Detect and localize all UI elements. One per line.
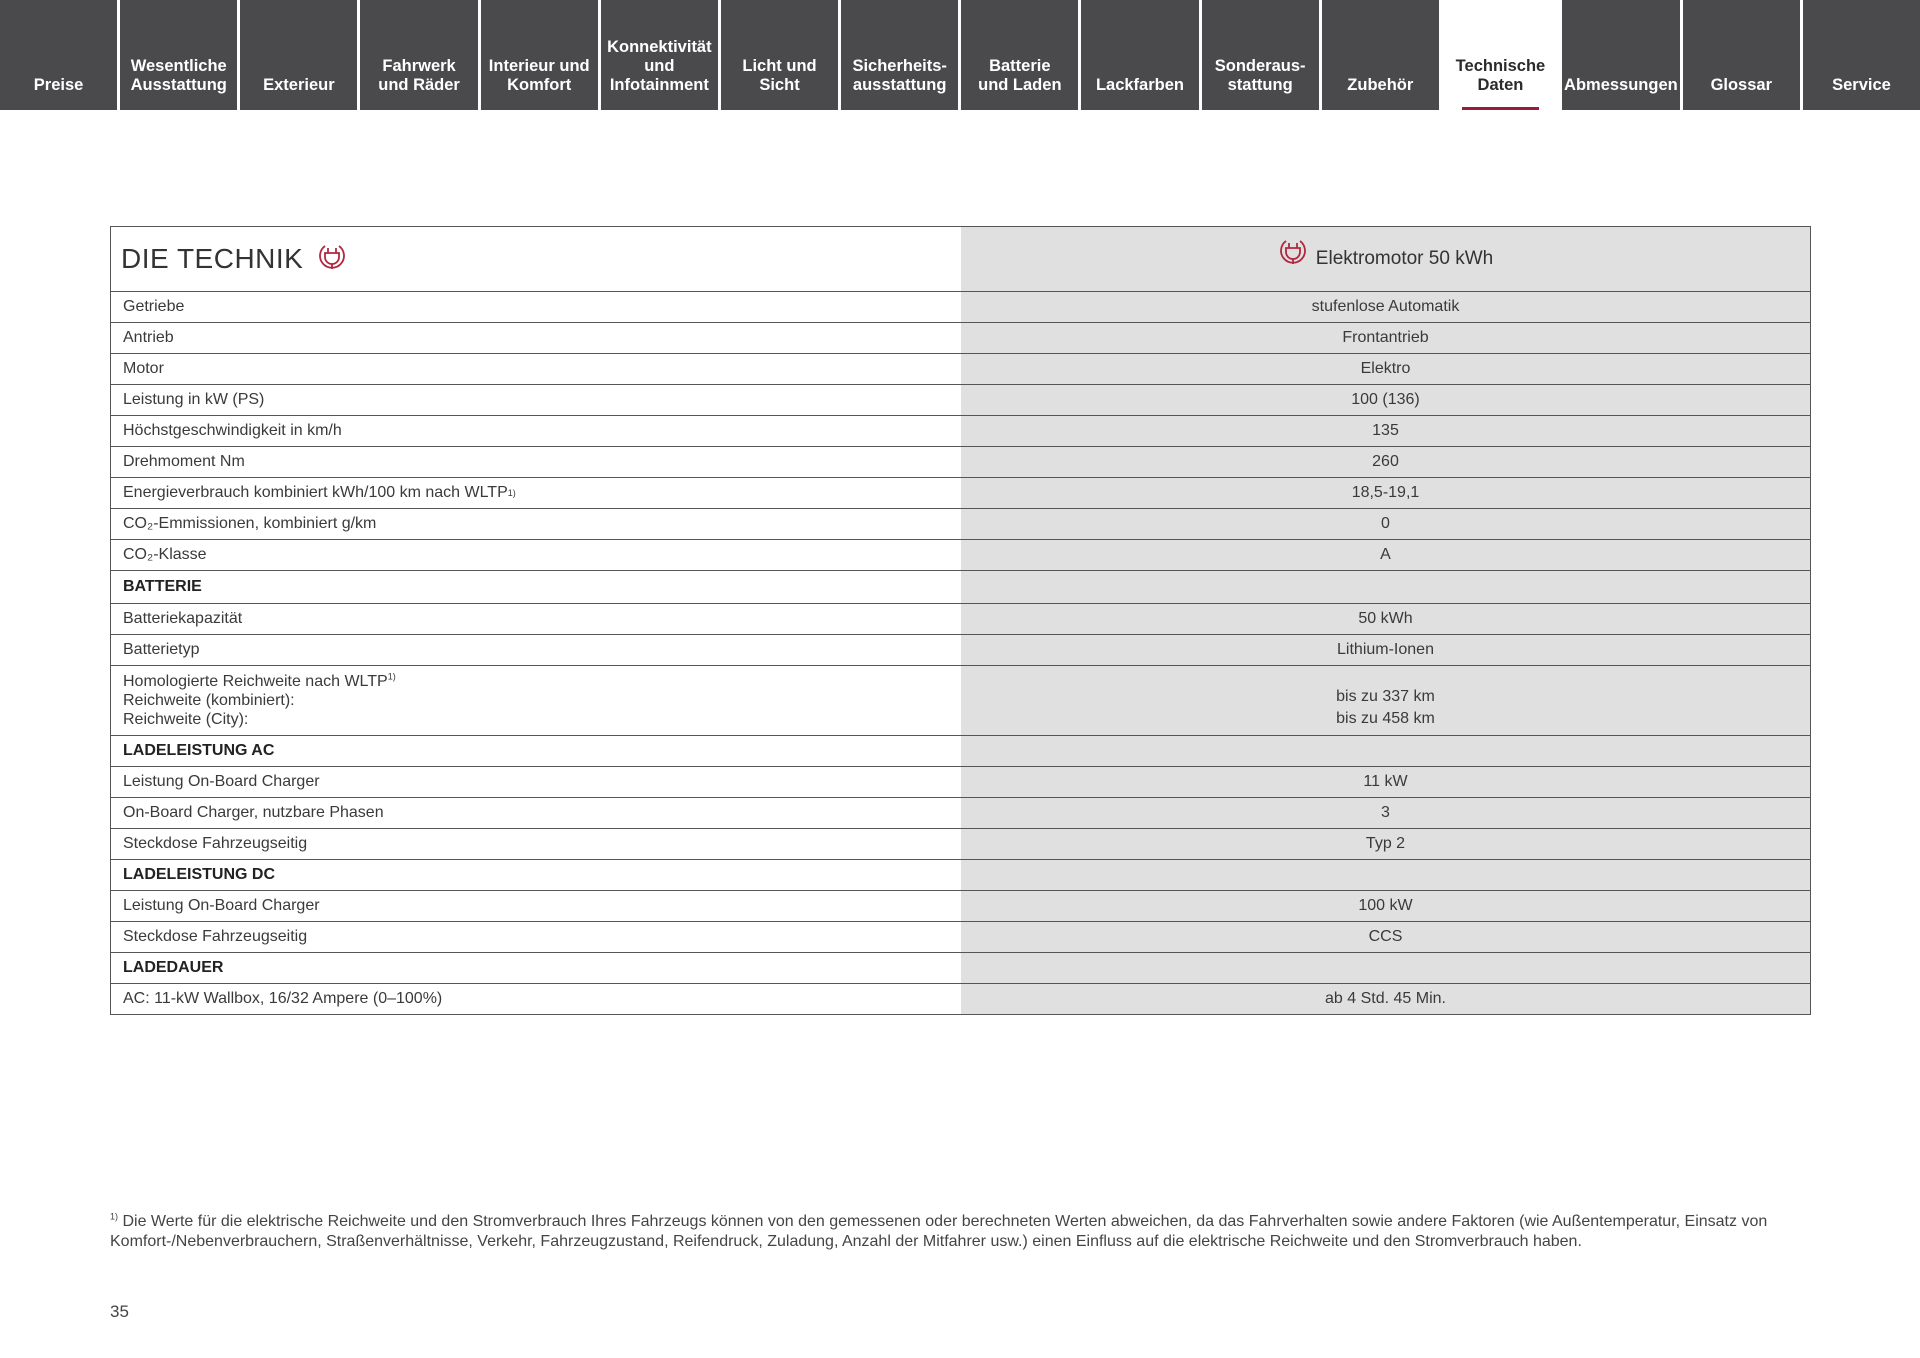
row-value: Frontantrieb <box>961 323 1810 353</box>
row-label: Leistung On-Board Charger <box>111 891 961 921</box>
row-value: 100 kW <box>961 891 1810 921</box>
row-value: 0 <box>961 509 1810 539</box>
tab-zubehoer[interactable] <box>1322 0 1439 110</box>
row-label: AC: 11-kW Wallbox, 16/32 Ampere (0–100%) <box>111 984 961 1014</box>
section-value-empty <box>961 953 1810 983</box>
tab-interieur-und-komfort[interactable] <box>481 0 598 110</box>
row-value-city: bis zu 458 km <box>1336 709 1435 727</box>
tab-label: Exterieur <box>263 76 335 94</box>
table-row-co2-klasse <box>111 539 1810 570</box>
table-row-motor <box>111 353 1810 384</box>
table-row-dc-steckdose <box>111 921 1810 952</box>
plug-icon <box>317 240 347 279</box>
row-value: 135 <box>961 416 1810 446</box>
tab-label: Sicherheits- ausstattung <box>852 57 947 94</box>
footnote <box>110 1212 1810 1252</box>
row-value: 18,5-19,1 <box>961 478 1810 508</box>
table-title-cell <box>111 227 961 291</box>
row-value-cell <box>961 666 1810 735</box>
section-label: LADEDAUER <box>111 953 961 983</box>
section-label: LADELEISTUNG DC <box>111 860 961 890</box>
spec-table <box>110 226 1811 1015</box>
tab-exterieur[interactable] <box>240 0 357 110</box>
row-value: CCS <box>961 922 1810 952</box>
row-label: Motor <box>111 354 961 384</box>
tab-label: Abmessungen <box>1564 76 1678 94</box>
row-label: CO₂-Klasse <box>111 540 961 570</box>
row-value: stufenlose Automatik <box>961 292 1810 322</box>
row-label-cell: Energieverbrauch kombiniert kWh/100 km nach WLTP 1) <box>111 478 961 508</box>
footnote-marker: 1) <box>387 671 396 682</box>
table-row-reichweite <box>111 665 1810 735</box>
row-label-line <box>123 672 396 691</box>
table-row-batterietyp <box>111 634 1810 665</box>
row-value: 3 <box>961 798 1810 828</box>
tab-abmessungen[interactable] <box>1562 0 1680 110</box>
tab-label: Zubehör <box>1347 76 1414 94</box>
column-header-cell <box>961 227 1810 291</box>
table-row-dc-leistung <box>111 890 1810 921</box>
row-label: Energieverbrauch kombiniert kWh/100 km nach WLTP <box>123 484 508 501</box>
row-value-combined: bis zu 337 km <box>1336 687 1435 705</box>
section-label: LADELEISTUNG AC <box>111 736 961 766</box>
table-row-co2-emissionen <box>111 508 1810 539</box>
row-value: 100 (136) <box>961 385 1810 415</box>
row-label-cell <box>111 666 961 735</box>
row-label: Steckdose Fahrzeugseitig <box>111 829 961 859</box>
row-value: 260 <box>961 447 1810 477</box>
table-row-drehmoment <box>111 446 1810 477</box>
row-value: Lithium-Ionen <box>961 635 1810 665</box>
row-label: Leistung On-Board Charger <box>111 767 961 797</box>
tab-label: Sonderaus- stattung <box>1214 57 1306 94</box>
table-row-antrieb <box>111 322 1810 353</box>
row-value: ab 4 Std. 45 Min. <box>961 984 1810 1014</box>
table-header-row <box>111 227 1810 291</box>
tab-label: Glossar <box>1710 76 1773 94</box>
row-value: Typ 2 <box>961 829 1810 859</box>
table-row-batteriekapazitaet <box>111 603 1810 634</box>
row-label: Drehmoment Nm <box>111 447 961 477</box>
tab-label: Wesentliche Ausstattung <box>130 57 227 94</box>
section-row-ladeleistung-ac <box>111 735 1810 766</box>
row-value: Elektro <box>961 354 1810 384</box>
tab-label: Batterie und Laden <box>978 57 1062 94</box>
row-label-combined: Reichweite (kombiniert): <box>123 692 295 709</box>
table-row-getriebe <box>111 291 1810 322</box>
table-title: DIE TECHNIK <box>121 243 304 274</box>
table-row-hoechstgeschwindigkeit <box>111 415 1810 446</box>
table-row-leistung <box>111 384 1810 415</box>
footnote-marker: 1) <box>110 1211 119 1222</box>
table-row-energieverbrauch <box>111 477 1810 508</box>
tab-licht-und-sicht[interactable] <box>721 0 838 110</box>
tab-label: Licht und Sicht <box>742 57 817 94</box>
row-label: Getriebe <box>111 292 961 322</box>
tab-label: Fahrwerk und Räder <box>378 57 460 94</box>
tab-wesentliche-ausstattung[interactable] <box>120 0 237 110</box>
tab-label: Lackfarben <box>1095 76 1184 94</box>
row-label: Batterietyp <box>111 635 961 665</box>
tab-label: Technische Daten <box>1455 57 1546 94</box>
table-row-ac-steckdose <box>111 828 1810 859</box>
row-label: On-Board Charger, nutzbare Phasen <box>111 798 961 828</box>
section-value-empty <box>961 736 1810 766</box>
tab-glossar[interactable] <box>1683 0 1800 110</box>
row-value: A <box>961 540 1810 570</box>
section-value-empty <box>961 571 1810 603</box>
tab-label: Service <box>1832 76 1891 94</box>
tab-preise[interactable] <box>0 0 117 110</box>
row-label: Höchstgeschwindigkeit in km/h <box>111 416 961 446</box>
row-label: Homologierte Reichweite nach WLTP <box>123 673 388 690</box>
tab-label: Interieur und Komfort <box>488 57 590 94</box>
table-row-ac-phasen <box>111 797 1810 828</box>
tab-konnektivitaet[interactable] <box>601 0 718 110</box>
footnote-text: Die Werte für die elektrische Reichweite und den Stromverbrauch Ihres Fahrzeugs können von den gemessenen oder berechneten Werten abweichen, da das Fahrverhalten sowie andere Faktoren (wie Außentemperatur, Einsatz von Komfort-/Nebenverbrauchern, Straßenverhältnisse, Verkehr, Fahrzeugzustand, Reifendruck, Zuladung, Anzahl der Mitfahrer usw.) einen Einfluss auf die elektrische Reichweite und den Stromverbrauch haben. <box>110 1213 1768 1250</box>
tab-sonderausstattung[interactable] <box>1202 0 1319 110</box>
row-label: Batteriekapazität <box>111 604 961 634</box>
tab-batterie-und-laden[interactable] <box>961 0 1078 110</box>
section-value-empty <box>961 860 1810 890</box>
tab-technische-daten[interactable] <box>1442 0 1559 110</box>
tab-service[interactable] <box>1803 0 1920 110</box>
row-value: 50 kWh <box>961 604 1810 634</box>
section-row-ladeleistung-dc <box>111 859 1810 890</box>
row-value: 11 kW <box>961 767 1810 797</box>
top-navigation <box>0 0 1920 110</box>
section-row-ladedauer <box>111 952 1810 983</box>
row-label-city: Reichweite (City): <box>123 711 249 728</box>
page-number: 35 <box>110 1302 129 1321</box>
tab-label: Preise <box>33 76 84 94</box>
row-label: Steckdose Fahrzeugseitig <box>111 922 961 952</box>
section-row-batterie <box>111 570 1810 603</box>
row-label: Antrieb <box>111 323 961 353</box>
tab-label: Konnektivität und Infotainment <box>607 38 712 94</box>
table-row-ac-leistung <box>111 766 1810 797</box>
row-label: CO₂-Emmissionen, kombiniert g/km <box>111 509 961 539</box>
tab-fahrwerk-und-raeder[interactable] <box>360 0 477 110</box>
section-label: BATTERIE <box>111 571 961 603</box>
column-header: Elektromotor 50 kWh <box>1315 248 1494 269</box>
tab-lackfarben[interactable] <box>1081 0 1198 110</box>
table-row-ladedauer-ac <box>111 983 1810 1014</box>
row-label: Leistung in kW (PS) <box>111 385 961 415</box>
plug-icon <box>1278 235 1308 273</box>
tab-sicherheitsausstattung[interactable] <box>841 0 958 110</box>
